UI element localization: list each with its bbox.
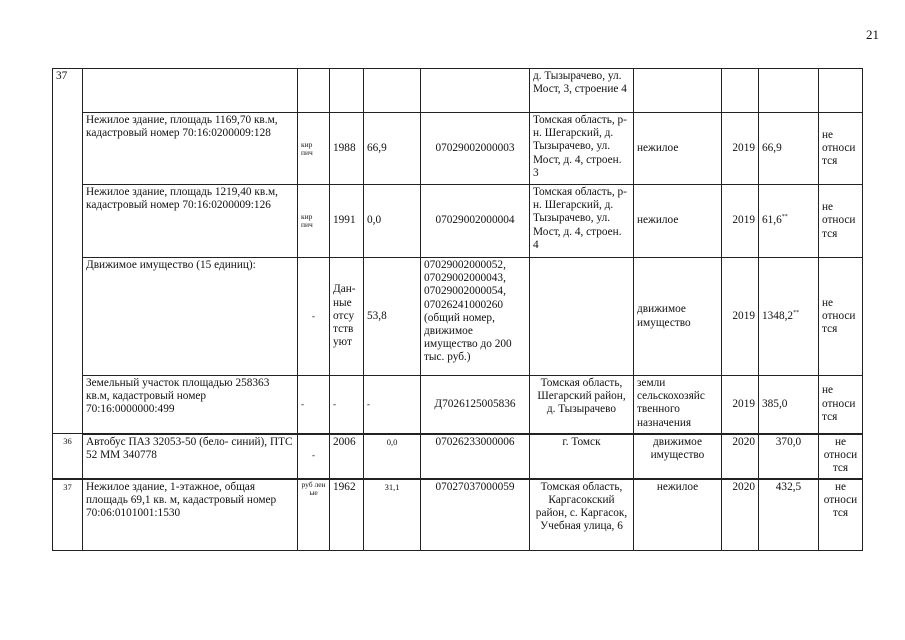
value-cell: 370,0 xyxy=(759,434,819,479)
wear-cell: 0,0 xyxy=(364,185,421,258)
table-row xyxy=(53,69,863,113)
name-cell: Движимое имущество (15 единиц): xyxy=(83,258,298,376)
value-text: 61,6 xyxy=(762,214,782,227)
status-cell: не относи тся xyxy=(819,434,863,479)
location-cell: Томская область, Каргасокский район, с. Каргасок, Учебная улица, 6 xyxy=(530,479,634,551)
wear-cell: 53,8 xyxy=(364,258,421,376)
material-cell: руб лен ые xyxy=(298,479,330,551)
inventory-number-cell: 07029002000004 xyxy=(421,185,530,258)
inventory-number-cell: Д7026125005836 xyxy=(421,376,530,434)
wear-cell: 0,0 xyxy=(364,434,421,479)
location-cell: Томская область, Шегарский район, д. Тызырачево xyxy=(530,376,634,434)
registration-year-cell: 2020 xyxy=(722,434,759,479)
year-cell: Дан- ные отсу тств уют xyxy=(330,258,364,376)
inventory-number-cell: 07027037000059 xyxy=(421,479,530,551)
purpose-cell: движимое имущество xyxy=(634,434,722,479)
table-row xyxy=(53,185,863,258)
purpose-cell: нежилое xyxy=(634,479,722,551)
registration-year-cell: 2019 xyxy=(722,113,759,185)
purpose-cell: движимое имущество xyxy=(634,258,722,376)
registration-year-cell: 2019 xyxy=(722,376,759,434)
registration-year-cell: 2019 xyxy=(722,185,759,258)
row-number-cell: 37 xyxy=(53,69,83,434)
name-cell: Нежилое здание, 1-этажное, общая площадь 69,1 кв. м, кадастровый номер 70:06:0101001:1530 xyxy=(83,479,298,551)
value-cell: 385,0 xyxy=(759,376,819,434)
status-cell: не относи тся xyxy=(819,479,863,551)
inventory-number-cell: 07029002000003 xyxy=(421,113,530,185)
year-cell: 1988 xyxy=(330,113,364,185)
registration-year-cell: 2019 xyxy=(722,258,759,376)
location-cell: Томская область, р-н. Шегарский, д. Тызырачево, ул. Мост, д. 4, строен. 4 xyxy=(530,185,634,258)
table-row xyxy=(53,434,863,479)
location-cell: д. Тызырачево, ул. Мост, 3, строение 4 xyxy=(530,69,634,113)
footnote-mark: ** xyxy=(781,214,788,221)
name-cell: Нежилое здание, площадь 1219,40 кв.м, кадастровый номер 70:16:0200009:126 xyxy=(83,185,298,258)
material-cell: кир пич xyxy=(298,113,330,185)
row-number-cell: 36 xyxy=(53,434,83,479)
purpose-cell: нежилое xyxy=(634,113,722,185)
value-cell: 66,9 xyxy=(759,113,819,185)
wear-cell: - xyxy=(364,376,421,434)
status-cell: не относи тся xyxy=(819,113,863,185)
year-cell: - xyxy=(330,376,364,434)
year-cell: 1991 xyxy=(330,185,364,258)
footnote-mark: ** xyxy=(793,310,800,317)
status-cell: не относи тся xyxy=(819,185,863,258)
page-number: 21 xyxy=(866,27,879,42)
row-number-cell: 37 xyxy=(53,479,83,551)
location-cell xyxy=(530,258,634,376)
purpose-cell: земли сельскохозяйс твенного назначения xyxy=(634,376,722,434)
name-cell: Нежилое здание, площадь 1169,70 кв.м, кадастровый номер 70:16:0200009:128 xyxy=(83,113,298,185)
location-cell: Томская область, р-н. Шегарский, д. Тызырачево, ул. Мост, д. 4, строен. 3 xyxy=(530,113,634,185)
inventory-number-cell: 07026233000006 xyxy=(421,434,530,479)
table-row xyxy=(53,113,863,185)
year-cell: 1962 xyxy=(330,479,364,551)
registration-year-cell: 2020 xyxy=(722,479,759,551)
wear-cell: 31,1 xyxy=(364,479,421,551)
material-cell: - xyxy=(298,376,330,434)
name-cell: Земельный участок площадью 258363 кв.м, кадастровый номер 70:16:0000000:499 xyxy=(83,376,298,434)
property-register-table xyxy=(52,68,863,551)
value-text: 1348,2 xyxy=(762,309,794,322)
wear-cell: 66,9 xyxy=(364,113,421,185)
value-cell: 432,5 xyxy=(759,479,819,551)
location-cell: г. Томск xyxy=(530,434,634,479)
purpose-cell: нежилое xyxy=(634,185,722,258)
material-cell: - xyxy=(298,258,330,376)
status-cell: не относи тся xyxy=(819,376,863,434)
table-row xyxy=(53,376,863,434)
name-cell: Автобус ПАЗ 32053-50 (бело- синий), ПТС 52 ММ 340778 xyxy=(83,434,298,479)
table-row xyxy=(53,258,863,376)
status-cell: не относи тся xyxy=(819,258,863,376)
value-cell xyxy=(759,258,819,376)
material-cell: кир пич xyxy=(298,185,330,258)
material-cell: - xyxy=(298,434,330,479)
inventory-number-cell: 07029002000052, 07029002000043, 07029002000054, 07026241000260 (общий номер, движимое имущество до 200 тыс. руб.) xyxy=(421,258,530,376)
year-cell: 2006 xyxy=(330,434,364,479)
table-row xyxy=(53,479,863,551)
value-cell xyxy=(759,185,819,258)
